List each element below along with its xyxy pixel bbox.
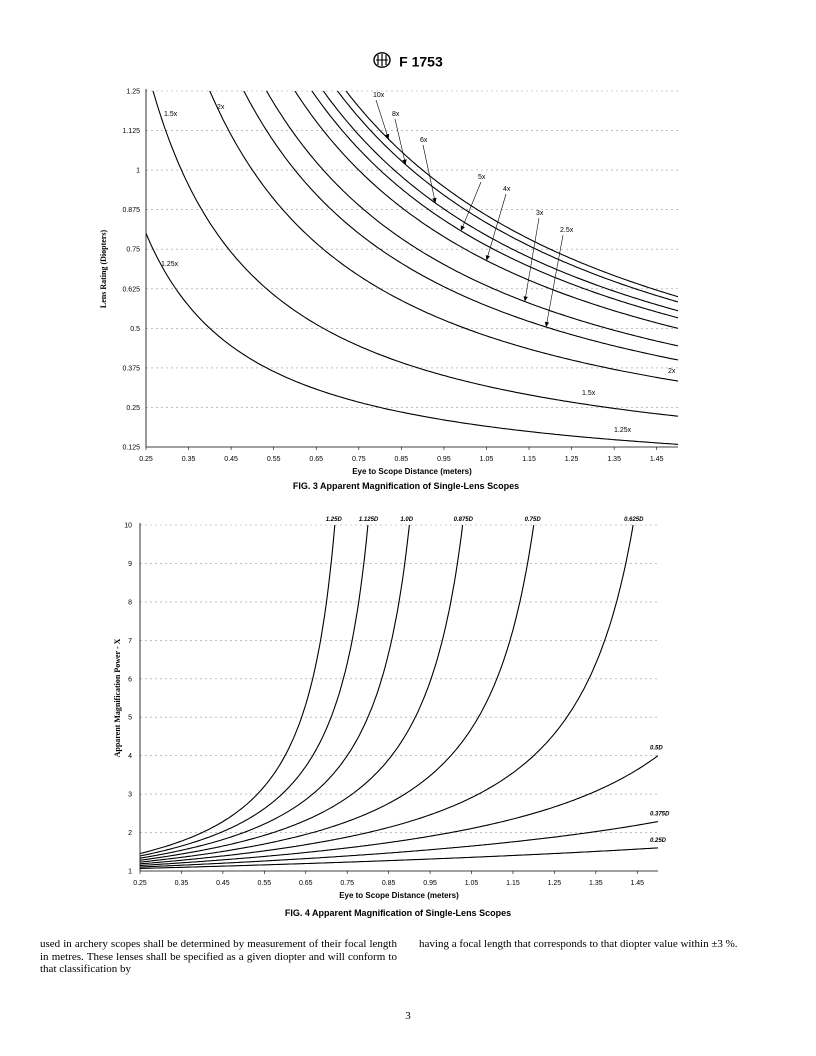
series-line-8x (146, 78, 678, 302)
arrow-line (461, 182, 481, 231)
curve-label: 1.5x (582, 390, 596, 397)
curve-label: 1.25x (161, 261, 179, 268)
x-tick-label: 0.55 (257, 880, 272, 887)
curve-label: 0.625D (624, 517, 644, 523)
x-axis-title: Eye to Scope Distance (meters) (339, 891, 459, 900)
x-tick-label: 1.05 (464, 880, 479, 887)
x-tick-label: 0.85 (394, 456, 409, 463)
series-line-4x (146, 78, 678, 328)
curve-label: 0.25D (650, 837, 667, 844)
figure-4-chart (0, 505, 816, 925)
curve-label: 1.0D (400, 517, 414, 523)
arrow-label: 5x (478, 174, 486, 181)
x-tick-label: 0.55 (266, 456, 281, 463)
arrow-label: 2.5x (560, 227, 574, 234)
astm-logo-icon (373, 52, 391, 71)
curve-label: 1.5x (164, 111, 178, 118)
x-tick-label: 1.25 (547, 880, 562, 887)
y-tick-label: 0.875 (122, 207, 140, 215)
series-line-0.875D (140, 525, 463, 860)
series-line-2.5x (146, 78, 678, 360)
figure-caption: FIG. 3 Apparent Magnification of Single-Lens Scopes (292, 481, 520, 491)
x-tick-label: 0.95 (437, 456, 451, 463)
x-tick-label: 0.65 (298, 880, 313, 887)
body-text (40, 938, 776, 976)
arrow-label: 4x (503, 186, 511, 193)
x-tick-label: 0.85 (381, 880, 396, 887)
series-line-2x (146, 78, 678, 381)
series-line-0.25D (140, 848, 658, 869)
page-number: 3 (405, 1010, 411, 1022)
x-tick-label: 1.25 (564, 456, 579, 463)
y-tick-label: 10 (124, 522, 132, 530)
curve-label: 1.25x (614, 427, 632, 434)
y-tick-label: 0.125 (122, 444, 140, 452)
y-tick-label: 1.125 (122, 128, 140, 136)
body-column-right: having a focal length that corresponds to that diopter value within ±3 %. (419, 938, 738, 950)
arrow-head (545, 322, 549, 327)
y-tick-label: 7 (128, 637, 132, 645)
y-tick-label: 0.25 (126, 404, 140, 412)
x-tick-label: 1.45 (649, 456, 664, 463)
x-tick-label: 0.95 (423, 880, 437, 887)
curve-label: 0.375D (650, 811, 670, 818)
x-tick-label: 0.75 (340, 880, 355, 887)
x-tick-label: 0.35 (181, 456, 196, 463)
y-tick-label: 9 (128, 560, 132, 568)
y-axis-title: Apparent Magnification Power - X (113, 638, 122, 758)
x-tick-label: 1.15 (522, 456, 536, 463)
series-line-0.625D (140, 525, 633, 864)
y-axis-title: Lens Rating (Diopters) (99, 229, 108, 309)
y-tick-label: 1.25 (126, 88, 140, 96)
body-column-left: used in archery scopes shall be determined by measurement of their focal length in metres. These lenses shall be specified as a given diopter and will conform to that classification by (40, 938, 397, 975)
x-tick-label: 1.15 (506, 880, 520, 887)
y-tick-label: 0.625 (122, 286, 140, 294)
y-tick-label: 0.75 (126, 246, 140, 254)
series-line-1.0D (140, 525, 409, 858)
x-axis-title: Eye to Scope Distance (meters) (352, 467, 472, 476)
y-tick-label: 2 (128, 830, 132, 838)
curve-label: 1.25D (325, 517, 342, 523)
series-line-0.75D (140, 525, 534, 862)
curve-label: 2x (668, 368, 676, 375)
y-tick-label: 0.5 (130, 325, 140, 333)
series-line-5x (146, 78, 678, 318)
x-tick-label: 1.45 (630, 880, 645, 887)
y-tick-label: 0.375 (122, 365, 140, 373)
series-line-1.25D (140, 525, 335, 854)
y-tick-label: 3 (128, 791, 132, 799)
y-tick-label: 8 (128, 599, 132, 607)
y-tick-label: 5 (128, 714, 132, 722)
series-line-1.25x (146, 233, 678, 444)
curve-label: 0.75D (524, 517, 541, 523)
series-line-0.5D (140, 756, 658, 866)
x-tick-label: 0.75 (351, 456, 366, 463)
x-tick-label: 0.45 (216, 880, 230, 887)
x-tick-label: 0.45 (224, 456, 238, 463)
arrow-head (486, 255, 490, 260)
y-tick-label: 1 (128, 868, 132, 876)
x-tick-label: 1.35 (607, 456, 621, 463)
arrow-label: 10x (373, 92, 385, 99)
arrow-label: 6x (420, 137, 428, 144)
y-tick-label: 4 (128, 753, 132, 761)
x-tick-label: 0.35 (174, 880, 189, 887)
y-tick-label: 1 (136, 167, 140, 175)
x-tick-label: 1.35 (589, 880, 603, 887)
arrow-label: 8x (392, 111, 400, 118)
curve-label: 2x (217, 104, 225, 111)
y-tick-label: 6 (128, 676, 132, 684)
figure-3-chart (0, 78, 816, 498)
curve-label: 0.875D (453, 517, 473, 523)
curve-label: 0.5D (650, 745, 663, 752)
arrow-label: 3x (536, 210, 544, 217)
x-tick-label: 1.05 (479, 456, 494, 463)
standard-number: F 1753 (399, 53, 443, 70)
x-tick-label: 0.25 (139, 456, 153, 463)
arrow-line (395, 119, 406, 165)
curve-label: 1.125D (358, 517, 379, 523)
page-header (0, 52, 816, 71)
x-tick-label: 0.25 (133, 880, 147, 887)
figure-caption: FIG. 4 Apparent Magnification of Single-Lens Scopes (284, 908, 512, 918)
series-line-10x (146, 78, 678, 297)
x-tick-label: 0.65 (309, 456, 324, 463)
arrow-line (423, 145, 435, 203)
